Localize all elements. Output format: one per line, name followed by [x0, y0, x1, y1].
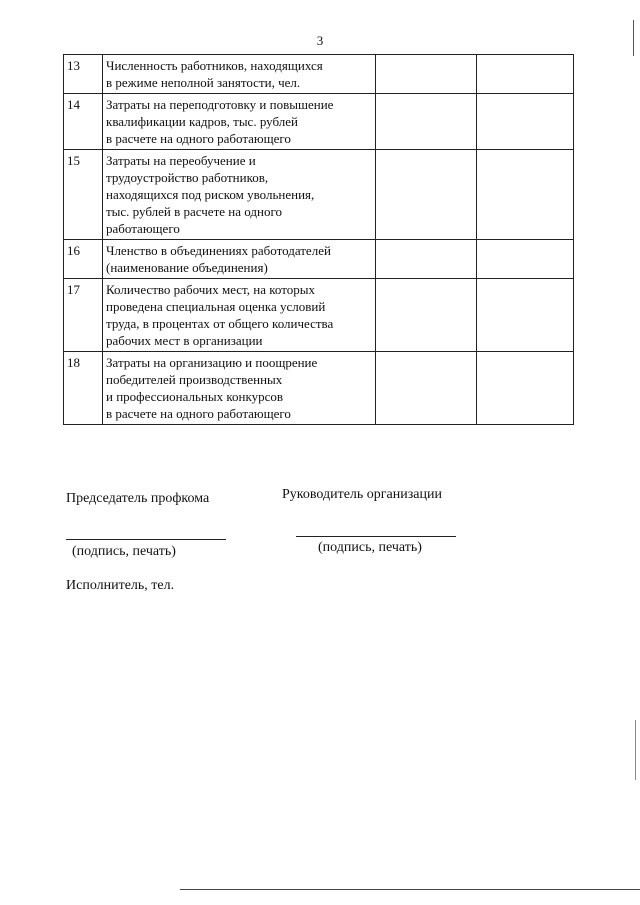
value-cell-year-2[interactable] [477, 94, 574, 150]
executor-phone-label: Исполнитель, тел. [66, 578, 175, 593]
scan-edge-line [180, 889, 640, 890]
value-cell-year-1[interactable] [376, 352, 477, 425]
row-number: 18 [64, 352, 103, 425]
table-row [64, 94, 574, 150]
indicator-line: в режиме неполной занятости, чел. [106, 75, 301, 90]
scan-edge-mark [633, 20, 634, 56]
indicator-line: и профессиональных конкурсов [106, 389, 284, 404]
indicator-line: победителей производственных [106, 372, 283, 387]
value-cell-year-1[interactable] [376, 279, 477, 352]
indicator-name [103, 150, 376, 240]
row-number: 17 [64, 279, 103, 352]
indicator-line: Затраты на организацию и поощрение [106, 355, 318, 370]
indicator-line: Членство в объединениях работодателей [106, 243, 331, 258]
indicator-line: рабочих мест в организации [106, 333, 263, 348]
value-cell-year-2[interactable] [477, 279, 574, 352]
table-body [64, 55, 574, 425]
value-cell-year-1[interactable] [376, 240, 477, 279]
value-cell-year-1[interactable] [376, 55, 477, 94]
organization-head-label: Руководитель организации [282, 487, 442, 502]
indicator-name [103, 240, 376, 279]
indicator-line: Количество рабочих мест, на которых [106, 282, 315, 297]
value-cell-year-2[interactable] [477, 240, 574, 279]
indicator-name [103, 55, 376, 94]
signature-line-right [296, 536, 456, 537]
indicator-line: труда, в процентах от общего количества [106, 316, 334, 331]
signature-line-left [66, 539, 226, 540]
indicator-line: Затраты на переобучение и [106, 153, 256, 168]
value-cell-year-2[interactable] [477, 352, 574, 425]
row-number: 14 [64, 94, 103, 150]
value-cell-year-2[interactable] [477, 55, 574, 94]
row-number: 16 [64, 240, 103, 279]
scan-edge-mark [635, 720, 636, 780]
value-cell-year-2[interactable] [477, 150, 574, 240]
row-number: 15 [64, 150, 103, 240]
table-row [64, 240, 574, 279]
value-cell-year-1[interactable] [376, 150, 477, 240]
table-row [64, 150, 574, 240]
table-row [64, 55, 574, 94]
table-row [64, 279, 574, 352]
indicator-name [103, 352, 376, 425]
indicator-line: трудоустройство работников, [106, 170, 269, 185]
trade-union-chair-label: Председатель профкома [66, 491, 210, 506]
indicator-name [103, 279, 376, 352]
indicator-line: (наименование объединения) [106, 260, 268, 275]
indicator-line: находящихся под риском увольнения, [106, 187, 315, 202]
signature-hint-left: (подпись, печать) [72, 544, 176, 559]
value-cell-year-1[interactable] [376, 94, 477, 150]
indicator-line: проведена специальная оценка условий [106, 299, 326, 314]
indicators-table [63, 54, 574, 425]
indicator-line: работающего [106, 221, 180, 236]
indicator-line: Численность работников, находящихся [106, 58, 323, 73]
indicator-line: в расчете на одного работающего [106, 406, 291, 421]
page-number: 3 [316, 33, 324, 48]
indicator-line: в расчете на одного работающего [106, 131, 291, 146]
indicator-line: квалификации кадров, тыс. рублей [106, 114, 298, 129]
table-row [64, 352, 574, 425]
row-number: 13 [64, 55, 103, 94]
signature-hint-right: (подпись, печать) [318, 540, 422, 555]
indicator-line: тыс. рублей в расчете на одного [106, 204, 282, 219]
indicator-line: Затраты на переподготовку и повышение [106, 97, 334, 112]
indicator-name [103, 94, 376, 150]
